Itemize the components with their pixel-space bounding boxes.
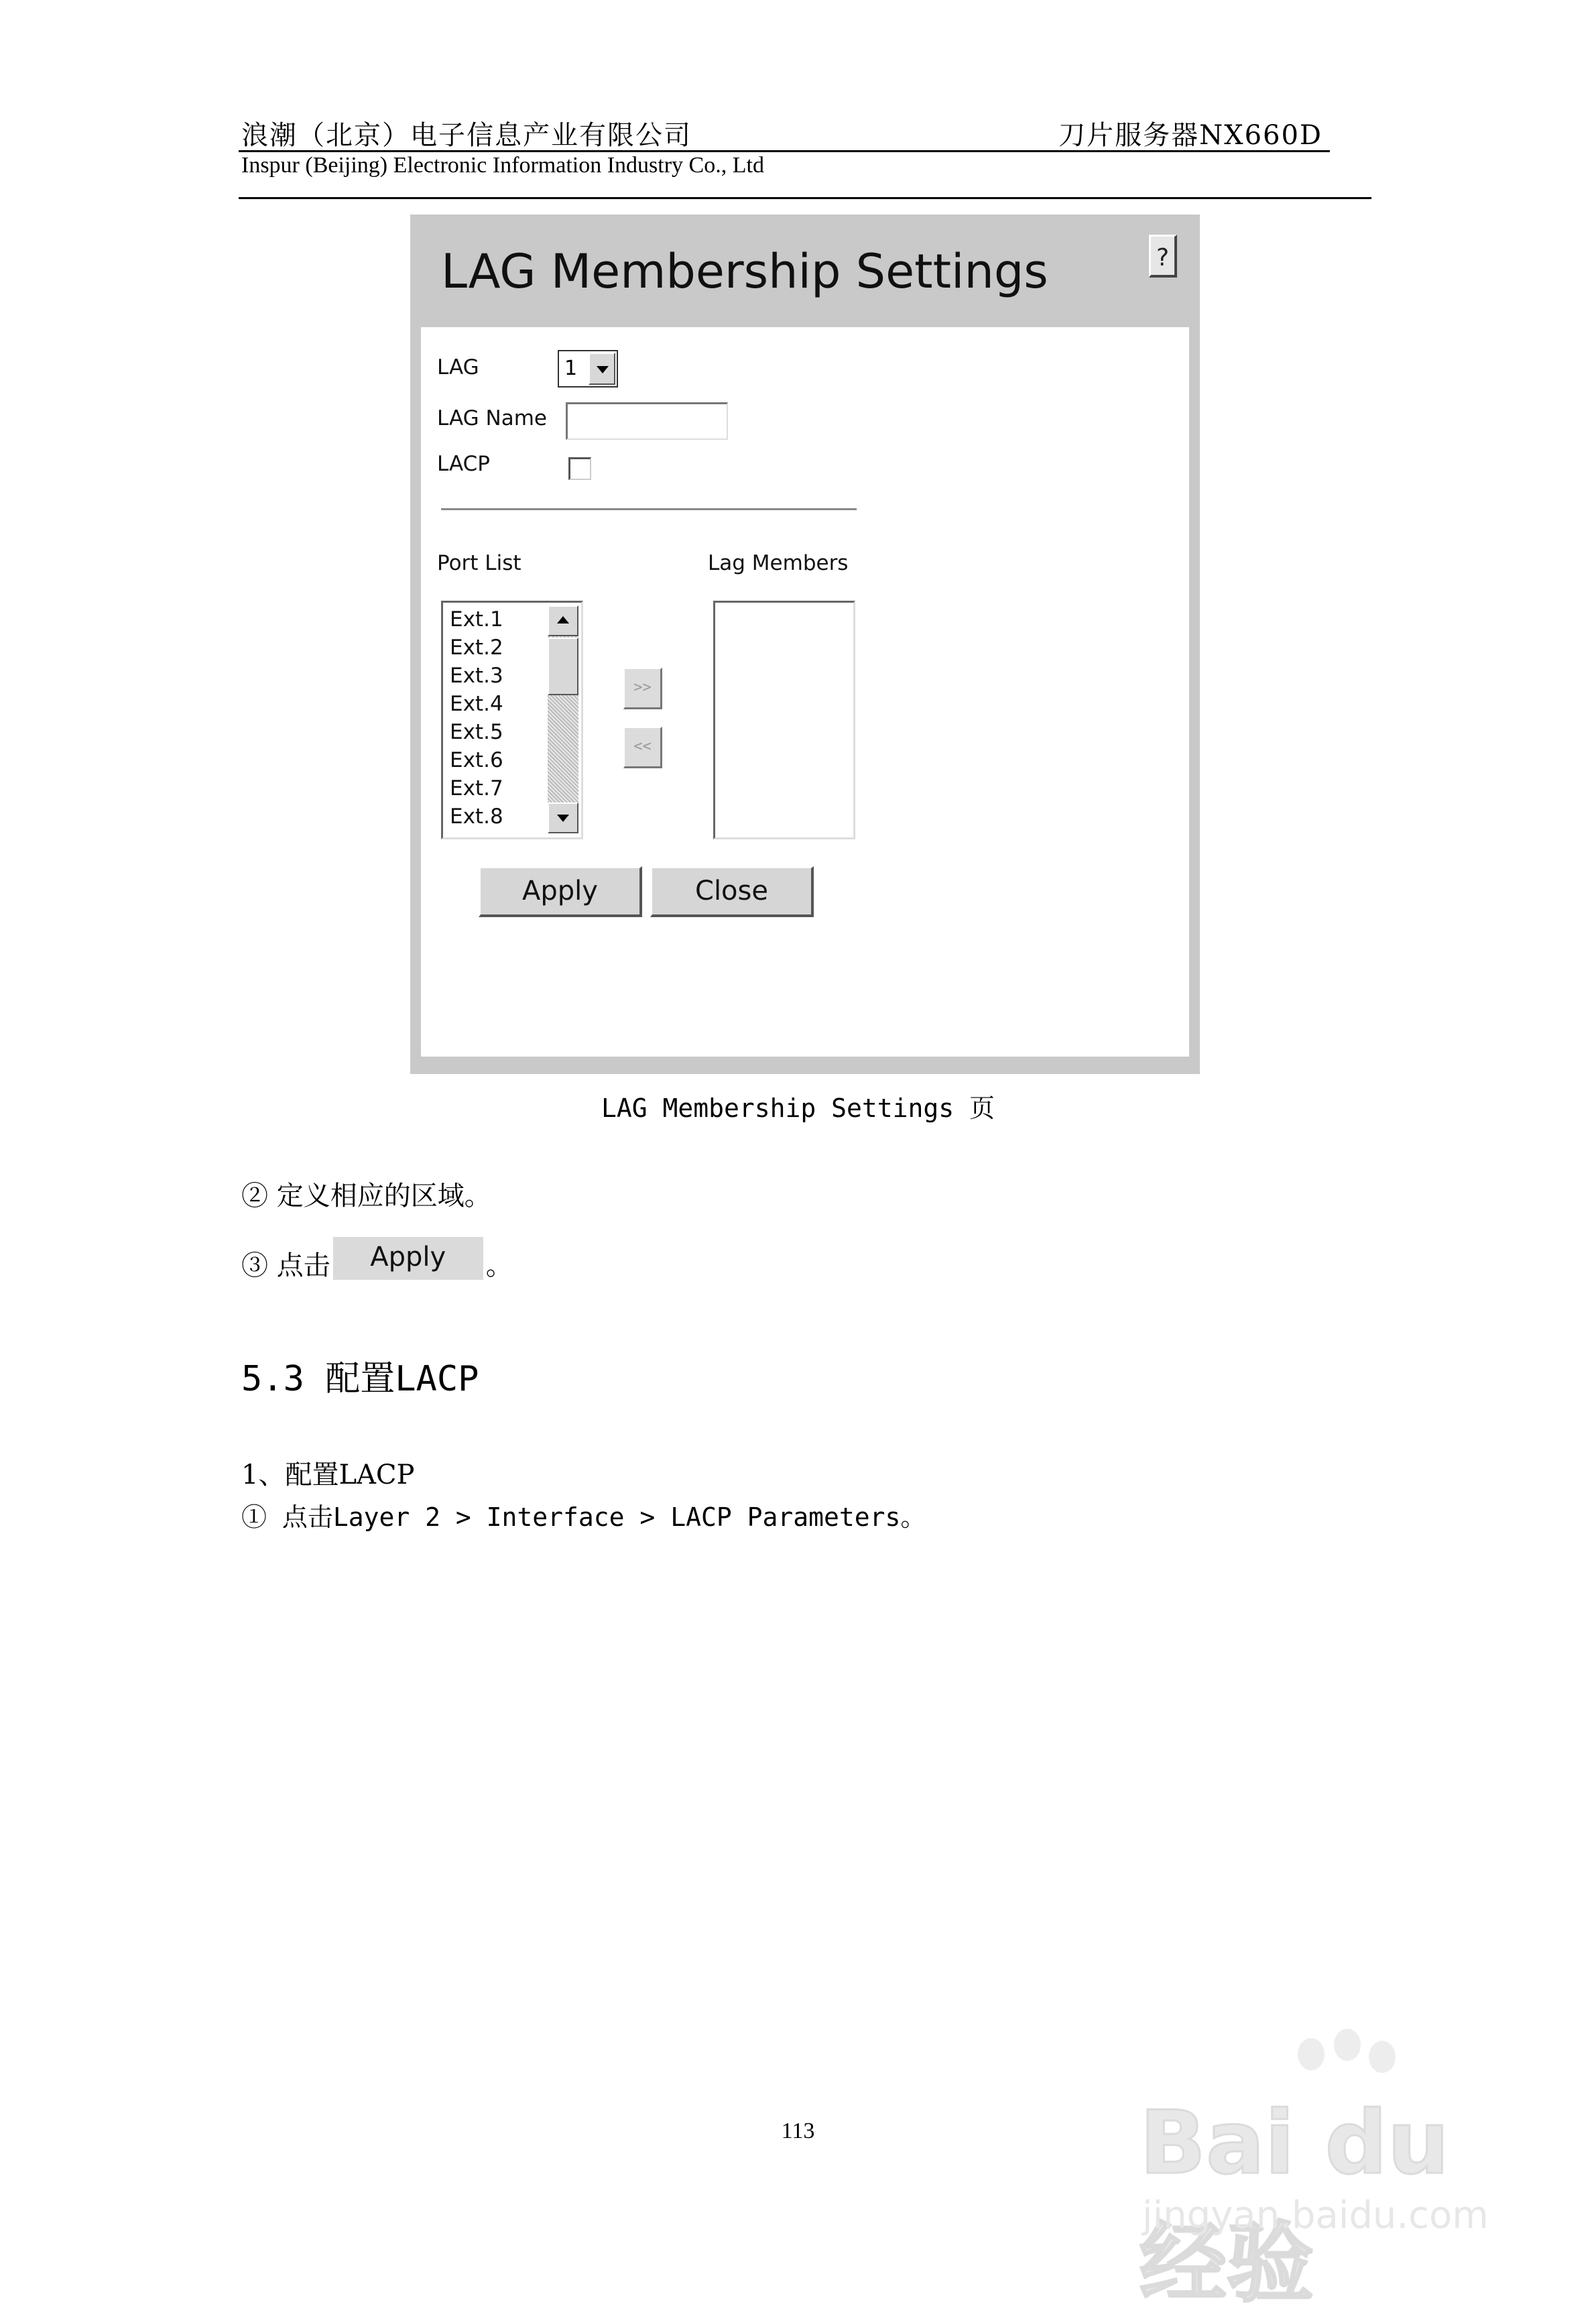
- list-item[interactable]: Ext.2: [450, 636, 503, 660]
- scroll-up-button[interactable]: [548, 605, 578, 636]
- lacp-label: LACP: [437, 452, 490, 476]
- header-rule-2: [239, 197, 1371, 199]
- lacp-checkbox[interactable]: [568, 457, 591, 480]
- header-rule: [239, 150, 1330, 152]
- apply-button[interactable]: Apply: [479, 866, 642, 917]
- step-1: ① 点击Layer 2 > Interface > LACP Parameters。: [241, 1502, 926, 1532]
- paw-icon: [1298, 2038, 1325, 2070]
- scroll-thumb[interactable]: [548, 638, 578, 695]
- close-button[interactable]: Close: [650, 866, 814, 917]
- remove-member-button[interactable]: <<: [623, 727, 662, 768]
- step-2: ② 定义相应的区域。: [241, 1181, 491, 1211]
- paw-icon: [1334, 2029, 1361, 2061]
- lag-members-listbox[interactable]: [713, 601, 855, 839]
- step-3-suffix: 。: [485, 1250, 513, 1281]
- list-item[interactable]: Ext.8: [450, 805, 503, 829]
- dialog-title-bar: [410, 215, 1200, 327]
- list-item[interactable]: Ext.6: [450, 748, 503, 772]
- list-item[interactable]: Ext.5: [450, 720, 503, 744]
- lag-select-value: 1: [564, 357, 578, 380]
- lag-name-label: LAG Name: [437, 406, 547, 430]
- port-list-items: [450, 605, 503, 831]
- watermark-url: jingyan.baidu.com: [1142, 2194, 1489, 2237]
- chevron-up-icon: [557, 616, 569, 623]
- lag-members-label: Lag Members: [708, 551, 849, 575]
- dialog-title: LAG Membership Settings: [441, 244, 1048, 299]
- paw-icon: [1369, 2041, 1396, 2073]
- header-product: 刀片服务器NX660D: [1058, 120, 1323, 151]
- list-item[interactable]: Ext.1: [450, 607, 503, 632]
- add-member-button[interactable]: >>: [623, 668, 662, 709]
- lag-name-input[interactable]: [566, 402, 728, 440]
- watermark-logo: Bai du 经验: [1140, 2092, 1450, 2314]
- subsection-heading: 1、配置LACP: [241, 1460, 415, 1490]
- baidu-watermark: [1140, 2038, 1515, 2314]
- list-item[interactable]: Ext.4: [450, 692, 503, 716]
- step-3: [241, 1244, 513, 1289]
- figure-caption: LAG Membership Settings 页: [601, 1093, 995, 1123]
- lag-select[interactable]: [558, 350, 618, 388]
- inline-apply-button: Apply: [333, 1237, 483, 1280]
- port-listbox[interactable]: [441, 601, 583, 839]
- list-item[interactable]: Ext.3: [450, 664, 503, 688]
- list-item[interactable]: Ext.7: [450, 776, 503, 800]
- step-3-prefix: ③ 点击: [241, 1250, 330, 1281]
- chevron-down-icon: [597, 366, 609, 373]
- port-list-scrollbar[interactable]: [548, 605, 578, 833]
- header-company-en: Inspur (Beijing) Electronic Information Industry Co., Ltd: [241, 153, 764, 178]
- scroll-down-button[interactable]: [548, 802, 578, 833]
- help-button[interactable]: ?: [1149, 235, 1177, 278]
- section-heading: 5.3 配置LACP: [241, 1359, 479, 1399]
- lag-select-arrow[interactable]: [589, 353, 615, 385]
- port-list-label: Port List: [437, 551, 521, 575]
- lag-label: LAG: [437, 355, 479, 379]
- divider: [441, 508, 857, 510]
- header-company-cn: 浪潮（北京）电子信息产业有限公司: [241, 120, 692, 151]
- chevron-down-icon: [557, 815, 569, 822]
- page-number: 113: [781, 2119, 815, 2143]
